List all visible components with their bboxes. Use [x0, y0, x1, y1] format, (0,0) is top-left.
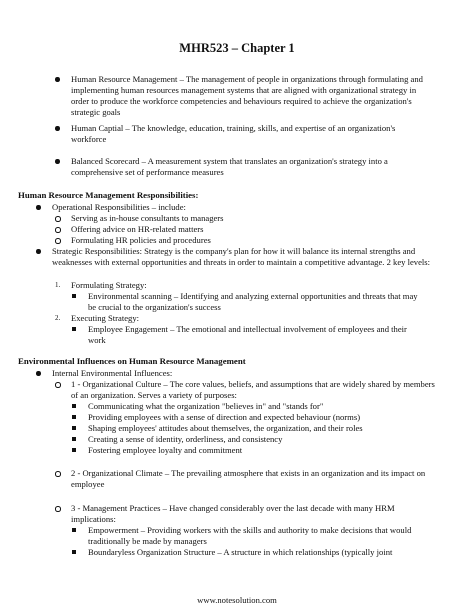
square-bullet-icon [72, 412, 88, 423]
page-footer: www.notesolution.com [197, 595, 277, 606]
list-number: 1. [55, 281, 61, 289]
list-item-text: Shaping employees' attitudes about themselves, the organization, and their roles [88, 423, 363, 433]
list-item [72, 525, 434, 547]
list-item [36, 368, 436, 379]
list-item [36, 202, 436, 213]
list-item [72, 291, 424, 313]
section-heading: Human Resource Management Responsibilities: [18, 190, 199, 200]
square-bullet-icon [72, 291, 88, 313]
list-item-text: Offering advice on HR-related matters [71, 224, 204, 234]
list-item [72, 434, 434, 445]
strategic-label: Strategic Responsibilities: Strategy is the company's plan for how it will balance its internal strengths and weaknesses with external opportunities and threats in order to maintain a competitive advantage. 2 key levels: [52, 246, 431, 267]
circle-bullet-icon [55, 503, 71, 525]
list-item-text: 3 - Management Practices – Have changed considerably over the last decade with many HRM implications: [71, 503, 395, 524]
list-item [55, 468, 435, 490]
list-item-text: Employee Engagement – The emotional and intellectual involvement of employees and their work [88, 324, 407, 345]
list-item-text: Formulating HR policies and procedures [71, 235, 211, 245]
list-item-text: Executing Strategy: [71, 313, 140, 323]
list-item-text: Formulating Strategy: [71, 280, 147, 290]
square-bullet-icon [72, 525, 88, 547]
definition-hrm: Human Resource Management – The management of people in organizations through formulating and implementing human resources management systems that are aligned with organizational strategy in order to produce the workforce competencies and behaviours required to achieve the organization's strategic goals [71, 74, 423, 117]
list-item-text: Serving as in-house consultants to managers [71, 213, 224, 223]
square-bullet-icon [72, 423, 88, 434]
list-item-text: Fostering employee loyalty and commitment [88, 445, 243, 455]
list-item [72, 401, 434, 412]
square-bullet-icon [72, 445, 88, 456]
definition-human-capital: Human Captial – The knowledge, education, training, skills, and expertise of an organization's workforce [71, 123, 396, 144]
list-item [36, 246, 441, 268]
bullet-icon [36, 368, 52, 379]
list-item [55, 280, 435, 291]
list-item [72, 445, 434, 456]
section-heading: Environmental Influences on Human Resource Management [18, 356, 246, 366]
list-item-text: 2 - Organizational Climate – The prevailing atmosphere that exists in an organization and its impact on employee [71, 468, 426, 489]
list-item [72, 412, 434, 423]
bullet-icon [55, 74, 71, 118]
list-item-text: Boundaryless Organization Structure – A structure in which relationships (typically joint [88, 547, 393, 557]
bullet-icon [36, 202, 52, 213]
square-bullet-icon [72, 324, 88, 346]
list-item-text: Providing employees with a sense of direction and expected behaviour (norms) [88, 412, 361, 422]
definition-balanced-scorecard: Balanced Scorecard – A measurement system that translates an organization's strategy into a comprehensive set of performance measures [71, 156, 388, 177]
list-item-text: Empowerment – Providing workers with the skills and authority to make decisions that would traditionally be made by managers [88, 525, 412, 546]
list-item [55, 156, 427, 178]
list-item [72, 324, 424, 346]
list-item-text: Internal Environmental Influences: [52, 368, 173, 378]
bullet-icon [36, 246, 52, 268]
list-item [55, 379, 435, 401]
bullet-icon [55, 123, 71, 145]
square-bullet-icon [72, 434, 88, 445]
list-item-text: 1 - Organizational Culture – The core values, beliefs, and assumptions that are widely shared by members of an organization. Serves a variety of purposes: [71, 379, 435, 400]
list-item [55, 313, 435, 324]
list-item [55, 123, 427, 145]
page-title: MHR523 – Chapter 1 [179, 41, 295, 55]
operational-label: Operational Responsibilities – include: [52, 202, 186, 212]
list-item-text: Creating a sense of identity, orderliness, and consistency [88, 434, 283, 444]
list-item [72, 423, 434, 434]
list-item [72, 547, 434, 558]
list-item [55, 503, 435, 525]
circle-bullet-icon [55, 379, 71, 401]
circle-bullet-icon [55, 468, 71, 490]
bullet-icon [55, 156, 71, 178]
list-item [55, 74, 427, 118]
list-number: 2. [55, 314, 61, 322]
list-item-text: Communicating what the organization "believes in" and "stands for" [88, 401, 324, 411]
list-item-text: Environmental scanning – Identifying and analyzing external opportunities and threats that may be crucial to the organization's success [88, 291, 418, 312]
square-bullet-icon [72, 547, 88, 558]
square-bullet-icon [72, 401, 88, 412]
